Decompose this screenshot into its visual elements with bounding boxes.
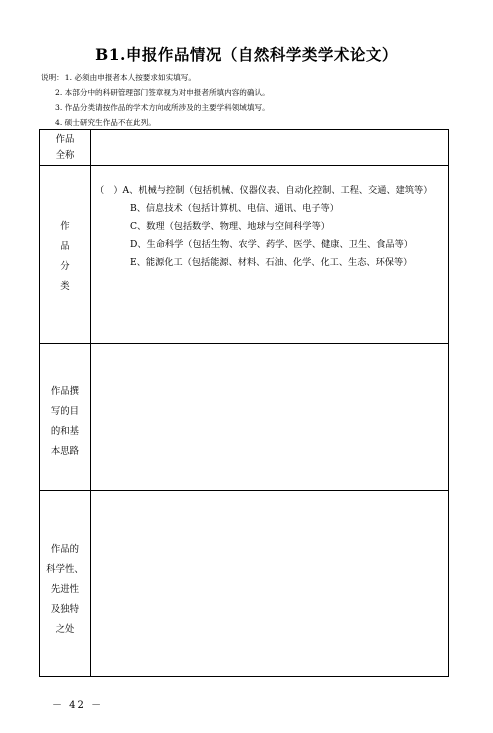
work-title-field[interactable] <box>91 130 448 165</box>
instruction-2: 2. 本部分中的科研管理部门签章视为对申报者所填内容的确认。 <box>55 88 270 97</box>
purpose-label: 作品撰 写的目 的和基 本思路 <box>50 386 80 457</box>
category-option-a[interactable]: （ ）A、机械与控制（包括机械、仪器仪表、自动化控制、工程、交通、建筑等） <box>95 185 433 196</box>
work-title-label: 作品 全称 <box>55 134 75 161</box>
instruction-3: 3. 作品分类请按作品的学术方向或所涉及的主要学科领域填写。 <box>55 103 270 112</box>
row-divider <box>40 165 448 166</box>
science-field[interactable] <box>91 491 448 676</box>
category-label: 作 品 分 类 <box>60 221 70 292</box>
purpose-field[interactable] <box>91 344 448 490</box>
instructions <box>41 70 270 130</box>
form-title: B1.申报作品情况（自然科学类学术论文） <box>95 45 398 64</box>
instructions-label: 说明： <box>41 73 64 82</box>
science-label: 作品的 科学性、 先进性 及独特 之处 <box>46 544 84 635</box>
application-form-table <box>39 129 449 677</box>
category-options <box>95 182 445 272</box>
category-option-c[interactable]: C、数理（包括数学、物理、地球与空间科学等） <box>130 221 330 232</box>
page-number: － 42 － <box>52 700 104 711</box>
instruction-4: 4. 硕士研究生作品不在此列。 <box>55 118 156 127</box>
category-option-e[interactable]: E、能源化工（包括能源、材料、石油、化学、化工、生态、环保等） <box>130 257 413 268</box>
category-option-d[interactable]: D、生命科学（包括生物、农学、药学、医学、健康、卫生、食品等） <box>130 239 413 250</box>
instruction-1: 说明：1. 必须由申报者本人按要求如实填写。 <box>41 73 196 82</box>
category-option-b[interactable]: B、信息技术（包括计算机、电信、通讯、电子等） <box>130 203 339 214</box>
